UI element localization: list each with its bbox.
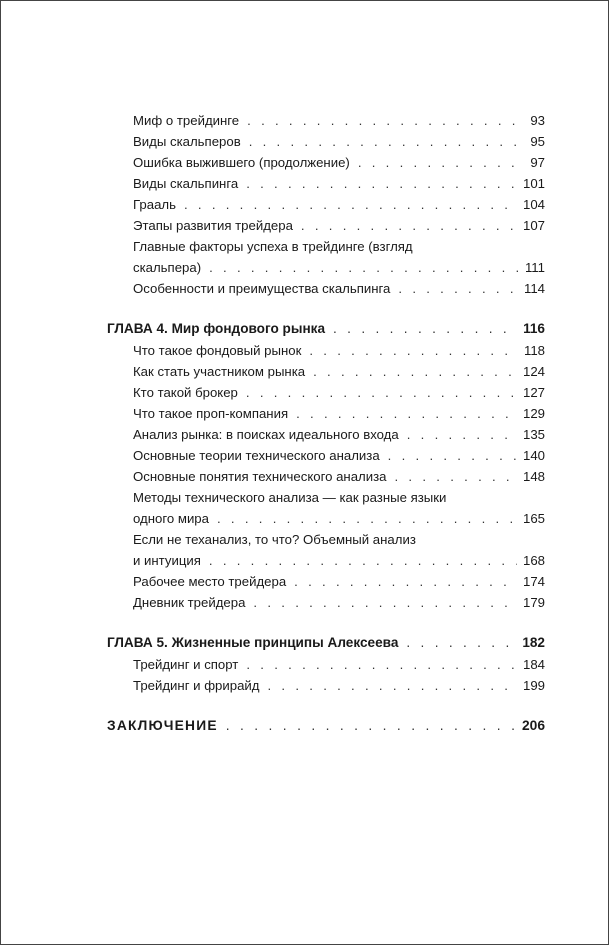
- toc-entry-page: 168: [522, 553, 545, 568]
- toc-entry-title: Основные понятия технического анализа: [133, 469, 387, 484]
- toc-entry: [107, 236, 545, 278]
- toc-entry: [107, 110, 545, 131]
- toc-entry-title: Виды скальперов: [133, 134, 241, 149]
- toc-entry: [107, 424, 545, 445]
- toc-entry: [107, 194, 545, 215]
- toc-entry-page: 101: [522, 176, 545, 191]
- leader-dots: [309, 340, 518, 361]
- toc-entry-page: 135: [522, 427, 545, 442]
- toc-entry-page: 148: [522, 469, 545, 484]
- leader-dots: [398, 278, 518, 299]
- leader-dots: [333, 318, 517, 340]
- toc-entry-page: 140: [522, 448, 545, 463]
- toc-entry: [107, 529, 545, 571]
- toc-entry-page: 93: [530, 113, 545, 128]
- leader-dots: [246, 382, 517, 403]
- toc-entry-title-line1: Методы технического анализа — как разные языки: [133, 490, 447, 505]
- toc-entry-page: 127: [522, 385, 545, 400]
- leader-dots: [246, 654, 517, 675]
- toc-entry-page: 114: [523, 281, 545, 296]
- toc-entry-title: Грааль: [133, 197, 176, 212]
- toc-entry-page: 107: [522, 218, 545, 233]
- chapter-page: 116: [523, 321, 545, 336]
- toc-entry-title: Как стать участником рынка: [133, 364, 306, 379]
- leader-dots: [388, 445, 517, 466]
- toc-entry-title: и интуиция: [133, 553, 201, 568]
- leader-dots: [246, 173, 517, 194]
- toc-entry: [107, 571, 545, 592]
- toc-entry-title: Дневник трейдера: [133, 595, 246, 610]
- toc-entry-page: 179: [522, 595, 545, 610]
- toc-entry-page: 184: [522, 657, 545, 672]
- toc-entry-page: 165: [522, 511, 545, 526]
- toc-entry: [107, 340, 545, 361]
- leader-dots: [407, 424, 517, 445]
- toc-entry-title: Виды скальпинга: [133, 176, 239, 191]
- table-of-contents: [107, 110, 545, 737]
- toc-entry: [107, 152, 545, 173]
- toc-entry-title: Рабочее место трейдера: [133, 574, 287, 589]
- leader-dots: [358, 152, 525, 173]
- toc-entry-page: 97: [530, 155, 545, 170]
- toc-entry-title: скальпера): [133, 260, 202, 275]
- toc-entry-page: 95: [530, 134, 545, 149]
- toc-entry: [107, 675, 545, 696]
- toc-entry-title: Ошибка выжившего (продолжение): [133, 155, 350, 170]
- leader-dots: [253, 592, 517, 613]
- toc-entry-title: Этапы развития трейдера: [133, 218, 293, 233]
- toc-entry: [107, 131, 545, 152]
- toc-entry-title: Особенности и преимущества скальпинга: [133, 281, 391, 296]
- toc-entry: [107, 654, 545, 675]
- leader-dots: [249, 131, 525, 152]
- toc-entry-title-line1: Главные факторы успеха в трейдинге (взгляд: [133, 239, 413, 254]
- chapter-page: 182: [522, 635, 545, 650]
- toc-entry-title: Трейдинг и фрирайд: [133, 678, 260, 693]
- toc-entry-title: Основные теории технического анализа: [133, 448, 380, 463]
- chapter-title: ГЛАВА 4. Мир фондового рынка: [107, 321, 326, 336]
- leader-dots: [313, 361, 517, 382]
- leader-dots: [247, 110, 524, 131]
- toc-entry-title: одного мира: [133, 511, 209, 526]
- toc-chapter-5: [107, 632, 545, 654]
- toc-entry-title: Трейдинг и спорт: [133, 657, 239, 672]
- toc-entry: [107, 403, 545, 424]
- toc-entry-page: 199: [522, 678, 545, 693]
- toc-entry-title: Кто такой брокер: [133, 385, 238, 400]
- toc-entry-title: Что такое фондовый рынок: [133, 343, 302, 358]
- toc-entry-page: 124: [522, 364, 545, 379]
- toc-entry-title-line1: Если не теханализ, то что? Объемный анализ: [133, 532, 416, 547]
- toc-chapter-4: [107, 318, 545, 340]
- toc-conclusion: [107, 715, 545, 737]
- toc-entry: [107, 278, 545, 299]
- toc-entry-title: Что такое проп-компания: [133, 406, 289, 421]
- chapter-title: ГЛАВА 5. Жизненные принципы Алексеева: [107, 635, 399, 650]
- toc-entry-page: 174: [522, 574, 545, 589]
- toc-entry-page: 111: [524, 260, 545, 275]
- toc-entry: [107, 173, 545, 194]
- toc-entry: [107, 466, 545, 487]
- toc-entry-page: 104: [522, 197, 545, 212]
- leader-dots: [294, 571, 517, 592]
- toc-entry-title: Анализ рынка: в поисках идеального входа: [133, 427, 399, 442]
- leader-dots: [209, 550, 517, 571]
- leader-dots: [395, 466, 517, 487]
- toc-entry: [107, 445, 545, 466]
- leader-dots: [226, 715, 516, 737]
- toc-entry: [107, 592, 545, 613]
- toc-entry-page: 118: [523, 343, 545, 358]
- leader-dots: [217, 508, 517, 529]
- leader-dots: [209, 257, 519, 278]
- toc-entry: [107, 487, 545, 529]
- leader-dots: [301, 215, 517, 236]
- leader-dots: [267, 675, 517, 696]
- toc-entry-title: Миф о трейдинге: [133, 113, 240, 128]
- toc-entry: [107, 215, 545, 236]
- conclusion-title: ЗАКЛЮЧЕНИЕ: [107, 718, 218, 733]
- leader-dots: [184, 194, 517, 215]
- toc-entry-page: 129: [522, 406, 545, 421]
- conclusion-page: 206: [521, 718, 545, 733]
- leader-dots: [406, 632, 516, 654]
- toc-entry: [107, 361, 545, 382]
- toc-entry: [107, 382, 545, 403]
- leader-dots: [296, 403, 517, 424]
